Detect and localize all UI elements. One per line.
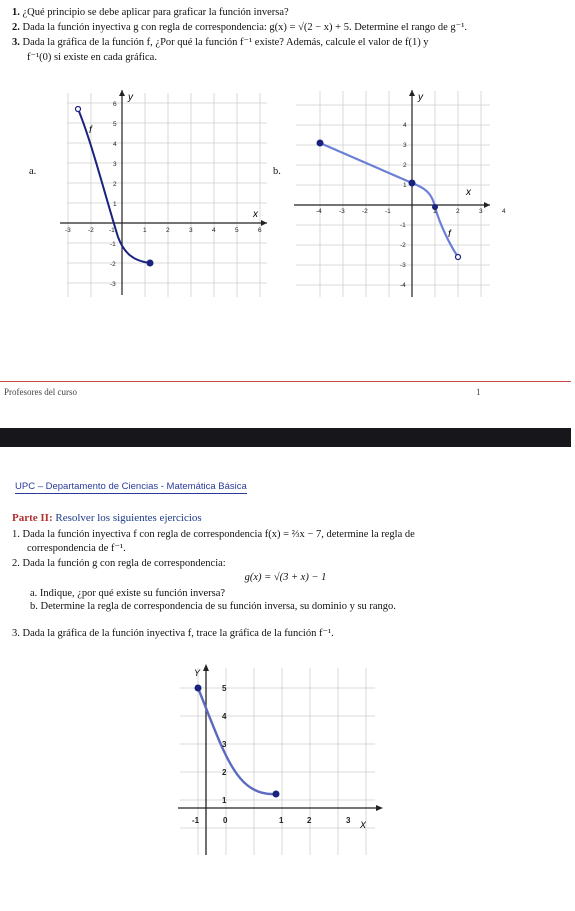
svg-text:-1: -1 — [385, 208, 391, 215]
graph-a-label: a. — [29, 166, 37, 177]
question-2: 2. Dada la función inyectiva g con regla de correspondencia: g(x) = √(2 − x) + 5. Determine el rango de g⁻¹. — [12, 22, 467, 33]
p2-question-2b: b. Determine la regla de correspondencia de su función inversa, su dominio y su rango. — [30, 601, 396, 612]
svg-text:f: f — [448, 229, 451, 240]
svg-text:5: 5 — [113, 121, 117, 128]
svg-text:1: 1 — [433, 208, 437, 215]
svg-text:-3: -3 — [400, 262, 406, 269]
closed-endpoint — [317, 140, 324, 147]
closed-point — [409, 180, 416, 187]
svg-text:x: x — [253, 209, 258, 220]
svg-text:-4: -4 — [400, 282, 406, 289]
svg-text:1: 1 — [279, 816, 284, 825]
svg-text:3: 3 — [189, 227, 193, 234]
svg-text:3: 3 — [113, 161, 117, 168]
svg-text:-1: -1 — [400, 222, 406, 229]
p2-question-2: 2. Dada la función g con regla de correspondencia: — [12, 558, 226, 569]
svg-text:y: y — [128, 92, 133, 103]
svg-text:1: 1 — [222, 796, 227, 805]
svg-text:-1: -1 — [110, 241, 116, 248]
p2-question-2a: a. Indique, ¿por qué existe su función inversa? — [30, 588, 226, 599]
p2-question-1: 1. Dada la función inyectiva f con regla de correspondencia f(x) = ⅔x − 7, determine la regla de — [12, 529, 415, 540]
svg-text:-4: -4 — [316, 208, 322, 215]
svg-text:2: 2 — [166, 227, 170, 234]
svg-text:4: 4 — [403, 122, 407, 129]
svg-text:-2: -2 — [362, 208, 368, 215]
section-title: Parte II: Resolver los siguientes ejercicios — [12, 512, 202, 524]
svg-text:-3: -3 — [110, 281, 116, 288]
svg-text:1: 1 — [113, 201, 117, 208]
svg-text:-1: -1 — [192, 816, 200, 825]
curve-f — [198, 688, 276, 794]
svg-text:f: f — [89, 125, 92, 136]
question-1: 1. ¿Qué principio se debe aplicar para graficar la función inversa? — [12, 7, 289, 18]
footer-left: Profesores del curso — [4, 387, 77, 397]
svg-text:-2: -2 — [110, 261, 116, 268]
svg-text:4: 4 — [212, 227, 216, 234]
svg-text:2: 2 — [456, 208, 460, 215]
question-3-continued: f⁻¹(0) si existe en cada gráfica. — [27, 52, 157, 63]
svg-text:6: 6 — [258, 227, 262, 234]
svg-text:2: 2 — [307, 816, 312, 825]
svg-text:0: 0 — [223, 816, 228, 825]
page-separator — [0, 428, 571, 447]
svg-text:5: 5 — [235, 227, 239, 234]
svg-text:1: 1 — [143, 227, 147, 234]
svg-text:-3: -3 — [339, 208, 345, 215]
footer-divider — [0, 381, 571, 382]
open-endpoint — [76, 107, 81, 112]
svg-text:3: 3 — [222, 740, 227, 749]
page-1 — [0, 0, 571, 395]
svg-text:2: 2 — [222, 768, 227, 777]
svg-text:3: 3 — [346, 816, 351, 825]
svg-text:3: 3 — [403, 142, 407, 149]
svg-text:-2: -2 — [400, 242, 406, 249]
p2-question-3: 3. Dada la gráfica de la función inyectiva f, trace la gráfica de la función f⁻¹. — [12, 628, 334, 639]
endpoint-right — [273, 791, 280, 798]
p2-question-1-continued: correspondencia de f⁻¹. — [27, 543, 126, 554]
p2-formula: g(x) = √(3 + x) − 1 — [244, 572, 327, 583]
page-header: UPC – Departamento de Ciencias - Matemática Básica — [15, 481, 247, 492]
svg-text:Y: Y — [194, 668, 201, 678]
svg-text:6: 6 — [113, 101, 117, 108]
graph-c — [170, 660, 385, 860]
svg-text:x: x — [466, 187, 471, 198]
question-3: 3. Dada la gráfica de la función f, ¿Por qué la función f⁻¹ existe? Además, calcule el valor de f(1) y — [12, 37, 429, 48]
svg-text:3: 3 — [479, 208, 483, 215]
svg-text:4: 4 — [113, 141, 117, 148]
graph-b-label: b. — [273, 166, 281, 177]
graph-a — [55, 85, 270, 300]
svg-text:4: 4 — [502, 208, 506, 215]
svg-text:X: X — [360, 820, 367, 830]
graph-b — [290, 85, 506, 300]
svg-text:2: 2 — [113, 181, 117, 188]
svg-text:2: 2 — [403, 162, 407, 169]
svg-text:y: y — [418, 92, 423, 103]
endpoint-left — [195, 685, 202, 692]
svg-text:-2: -2 — [88, 227, 94, 234]
open-endpoint — [456, 255, 461, 260]
svg-text:4: 4 — [222, 712, 227, 721]
svg-text:-1: -1 — [109, 227, 115, 234]
svg-text:-3: -3 — [65, 227, 71, 234]
svg-text:1: 1 — [403, 182, 407, 189]
closed-endpoint — [147, 260, 154, 267]
svg-text:5: 5 — [222, 684, 227, 693]
page-number: 1 — [476, 387, 481, 397]
